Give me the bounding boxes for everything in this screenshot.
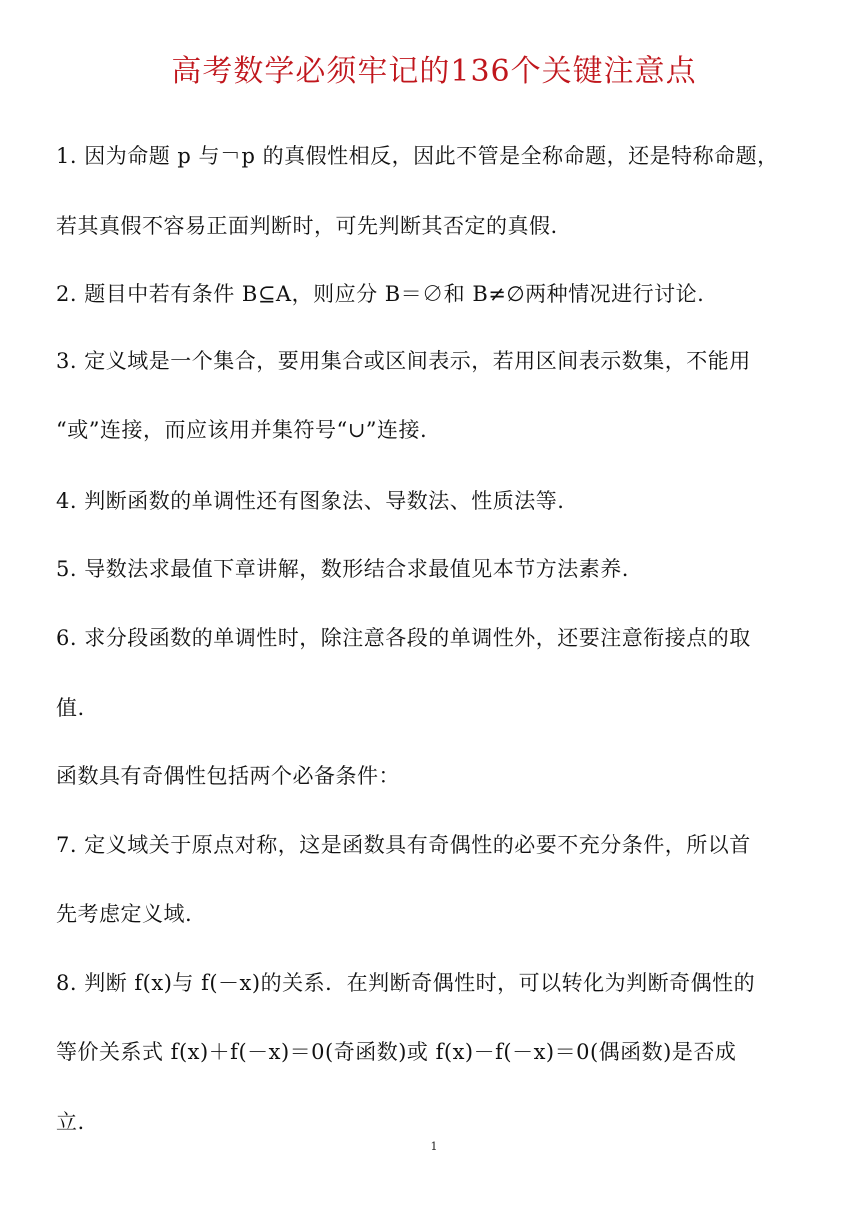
note-line-5: 5. 导数法求最值下章讲解，数形结合求最值见本节方法素养. bbox=[56, 557, 629, 581]
document-title: 高考数学必须牢记的136个关键注意点 bbox=[171, 54, 697, 89]
note-line-7b: 先考虑定义域. bbox=[56, 902, 193, 926]
note-line-8a: 8. 判断 f(x)与 f(－x)的关系．在判断奇偶性时，可以转化为判断奇偶性的 bbox=[56, 971, 756, 995]
note-line-6a: 6. 求分段函数的单调性时，除注意各段的单调性外，还要注意衔接点的取 bbox=[56, 626, 751, 650]
note-line-3a: 3. 定义域是一个集合，要用集合或区间表示，若用区间表示数集，不能用 bbox=[56, 349, 751, 373]
note-line-6b: 值. bbox=[56, 696, 85, 720]
note-line-1b: 若其真假不容易正面判断时，可先判断其否定的真假. bbox=[56, 214, 558, 238]
note-line-3b: “或”连接，而应该用并集符号“∪”连接. bbox=[56, 418, 428, 442]
note-line-7a: 7. 定义域关于原点对称，这是函数具有奇偶性的必要不充分条件，所以首 bbox=[56, 833, 751, 857]
note-line-2: 2. 题目中若有条件 B⊆A，则应分 B＝∅和 B≠∅两种情况进行讨论. bbox=[56, 282, 705, 306]
note-line-4: 4. 判断函数的单调性还有图象法、导数法、性质法等. bbox=[56, 489, 565, 513]
note-line-8c: 立. bbox=[56, 1110, 85, 1134]
page-number: 1 bbox=[430, 1140, 438, 1153]
parity-conditions-heading: 函数具有奇偶性包括两个必备条件： bbox=[56, 764, 400, 788]
note-line-8b: 等价关系式 f(x)＋f(－x)＝0(奇函数)或 f(x)－f(－x)＝0(偶函数)是否成 bbox=[56, 1040, 737, 1064]
note-line-1a: 1. 因为命题 p 与￢p 的真假性相反，因此不管是全称命题，还是特称命题， bbox=[56, 144, 779, 168]
